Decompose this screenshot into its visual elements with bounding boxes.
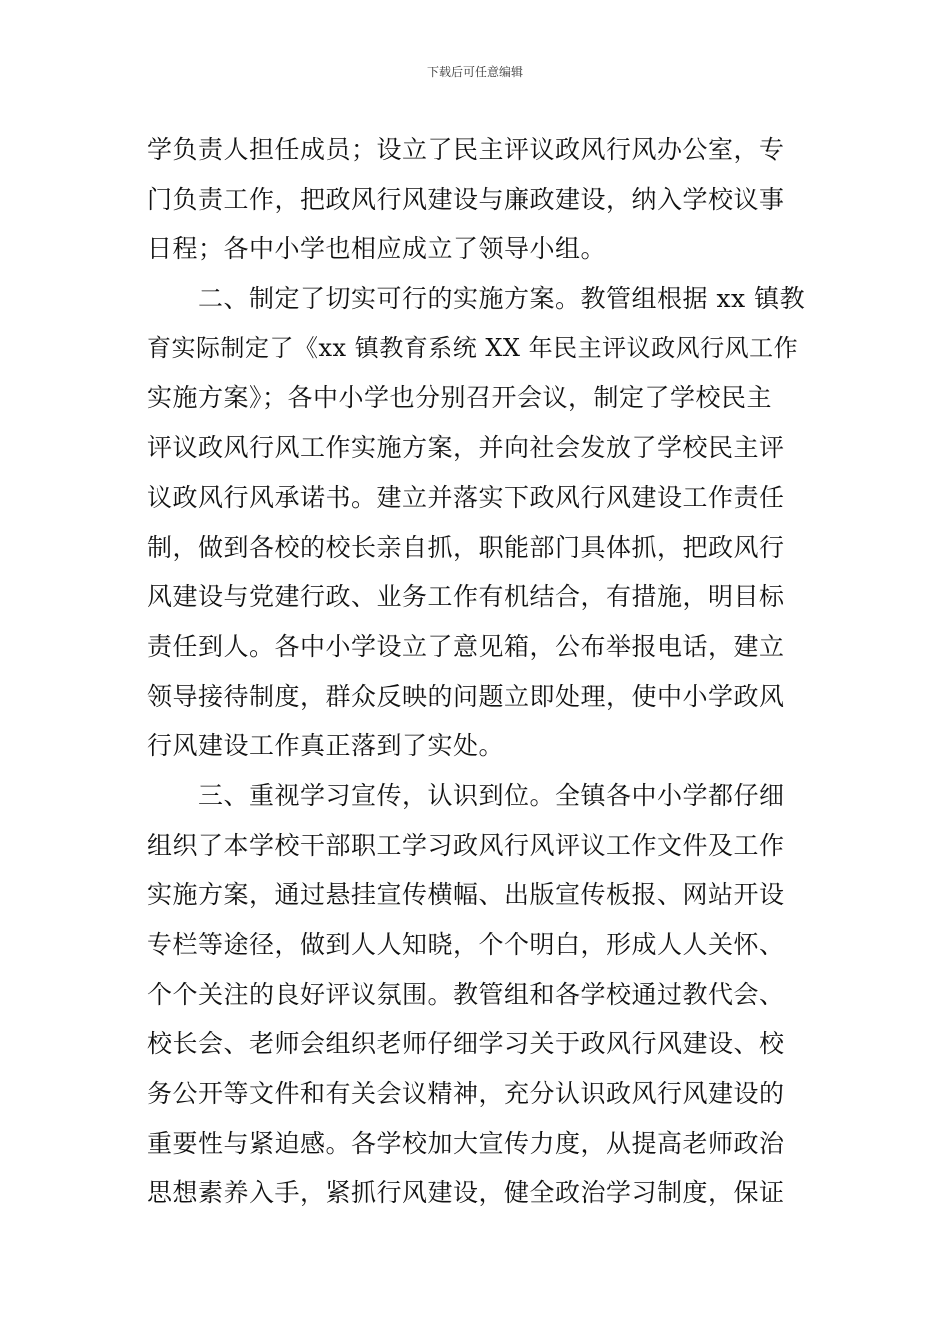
text-line: 二、制定了切实可行的实施方案。教管组根据 xx 镇教 — [147, 284, 806, 314]
text-line: 校长会、老师会组织老师仔细学习关于政风行风建设、校 — [147, 1029, 785, 1059]
text-line: 思想素养入手，紧抓行风建设，健全政治学习制度，保证 — [147, 1178, 785, 1208]
text-line: 专栏等途径，做到人人知晓，个个明白，形成人人关怀、 — [147, 930, 785, 959]
text-line: 务公开等文件和有关会议精神，充分认识政风行风建设的 — [147, 1079, 785, 1109]
text-line: 领导接待制度，群众反映的问题立即处理，使中小学政风 — [147, 681, 785, 711]
text-line: 组织了本学校干部职工学习政风行风评议工作文件及工作 — [147, 830, 785, 860]
text-line: 实施方案》；各中小学也分别召开会议，制定了学校民主 — [147, 383, 773, 413]
body-text — [147, 125, 807, 1218]
page-header: 下载后可任意编辑 — [426, 65, 523, 79]
text-line: 评议政风行风工作实施方案，并向社会发放了学校民主评 — [147, 433, 785, 463]
text-line: 重要性与紧迫感。各学校加大宣传力度，从提高老师政治 — [147, 1128, 785, 1158]
text-line: 责任到人。各中小学设立了意见箱，公布举报电话，建立 — [147, 631, 785, 661]
text-line: 实施方案，通过悬挂宣传横幅、出版宣传板报、网站开设 — [147, 880, 785, 910]
text-line: 三、重视学习宣传，认识到位。全镇各中小学都仔细 — [147, 780, 785, 810]
text-line: 日程；各中小学也相应成立了领导小组。 — [147, 234, 607, 264]
text-line: 议政风行风承诺书。建立并落实下政风行风建设工作责任 — [147, 482, 785, 512]
text-line: 学负责人担任成员；设立了民主评议政风行风办公室，专 — [147, 135, 785, 164]
text-line: 个个关注的良好评议氛围。教管组和各学校通过教代会、 — [147, 979, 785, 1009]
text-line: 育实际制定了《xx 镇教育系统 XX 年民主评议政风行风工作 — [147, 333, 799, 362]
text-line: 行风建设工作真正落到了实处。 — [147, 731, 505, 761]
text-line: 风建设与党建行政、业务工作有机结合，有措施，明目标 — [147, 582, 785, 612]
text-line: 门负责工作，把政风行风建设与廉政建设，纳入学校议事 — [147, 184, 785, 214]
text-line: 制，做到各校的校长亲自抓，职能部门具体抓，把政风行 — [147, 532, 785, 562]
